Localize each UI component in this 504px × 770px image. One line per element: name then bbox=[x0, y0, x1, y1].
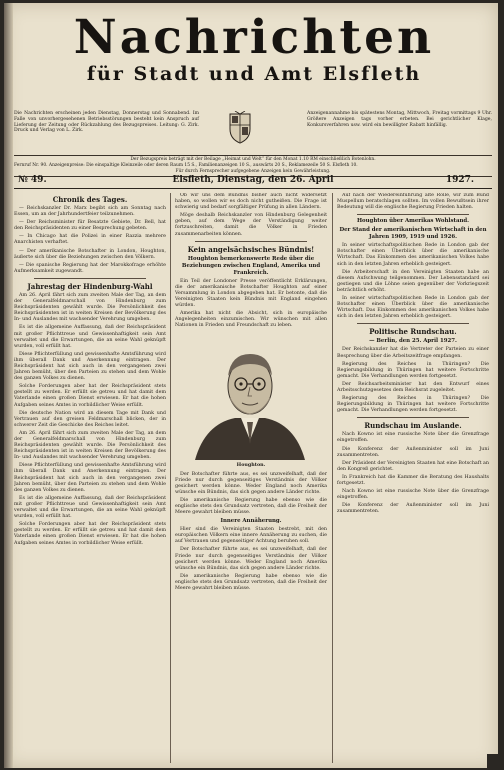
article-paragraph: Es ist die allgemeine Auffassung, daß der Reichspräsident mit großer Pflichttreue und Gewissenhaftigkeit sein Amt verwaltet und die Erwartungen, die an seine Wahl geknüpft wurden, voll erfüllt hat. bbox=[14, 325, 166, 349]
article-heading: Rundschau im Auslande. bbox=[364, 421, 462, 431]
news-item: — In Chicago hat die Polizei in einer Razzia mehrere Anarchisten verhaftet. bbox=[14, 234, 166, 246]
news-item: Nach Kowno ist eine russische Note über die Grenzfrage eingetroffen. bbox=[337, 432, 489, 444]
masthead-title: Nachrichten bbox=[73, 10, 435, 65]
article-paragraph: Der Reichskanzler hat die Vertreter der Parteien zu einer Besprechung über die Arbeitszeitfrage empfangen. bbox=[337, 347, 489, 359]
news-item: Der Präsident der Vereinigten Staaten hat eine Botschaft an den Kongreß gerichtet. bbox=[337, 460, 489, 472]
article-paragraph: Die amerikanische Regierung habe ebenso wie die englische stets den Grundsatz vertreten, daß die Freiheit der Meere gewahrt bleiben müsse. bbox=[175, 497, 327, 516]
section-divider bbox=[357, 417, 469, 418]
article-paragraph: Regierung des Reiches in Thüringen? Die Regierungsbildung in Thüringen hat weitere Fortschritte gemacht. Die Verhandlungen werden fortgesetzt. bbox=[337, 361, 489, 379]
phone-number-right: Elsfleth 10. bbox=[332, 163, 358, 168]
article-paragraph: Diese Pflichterfüllung und gewissenhafte Amtsführung wird ihm überall Dank und Anerkennung eintragen. Der Reichspräsident hat sich auch in den vergangenen zwei Jahren bemüht, über den Parteien zu stehen und dem Wohle des ganzen Volkes zu dienen. bbox=[14, 351, 166, 382]
publication-info: Die Nachrichten erscheinen jeden Dienstag, Donnerstag und Sonnabend. Im Falle von unvorhergesehenen Betriebsstörungen besteht kein Anspruch auf Lieferung der Zeitung oder Rückzahlung des Bezugspreises. Leitung: G. Zirk. Druck und Verlag von L. Zirk. bbox=[14, 111, 199, 134]
advert-prices: Anzeigenpreise: Die einspaltige Kleinzeile oder deren Raum 15 S., Familienanzeigen 10 S., auswärts 20 S., Reklamezeile 50 S. bbox=[48, 163, 331, 168]
section-divider bbox=[34, 278, 146, 279]
dateline bbox=[14, 171, 492, 189]
coat-of-arms-icon bbox=[227, 111, 253, 145]
news-item: — Die spanische Regierung hat der Marokkofrage erhöhte Aufmerksamkeit zugewandt. bbox=[14, 262, 166, 274]
news-item: In Frankreich hat die Kammer die Beratung des Haushalts fortgesetzt. bbox=[337, 474, 489, 486]
article-paragraph: Die deutsche Nation wird an diesem Tage mit Dank und Vertrauen auf den greisen Feldmarschall blicken, der in schwerer Zeit die Geschicke des Reiches leitet. bbox=[14, 410, 166, 428]
article-paragraph: Der Reichsarbeitsminister hat den Entwurf eines Arbeitsschutzgesetzes dem Reichsrat zugeleitet. bbox=[337, 381, 489, 393]
article-paragraph: Amerika hat nicht die Absicht, sich in europäische Angelegenheiten einzumischen. Wir wünschen mit allen Nationen in Frieden und Freundschaft zu leben. bbox=[175, 311, 327, 329]
portrait-caption: Houghton. bbox=[236, 462, 266, 469]
article-heading: Jahrestag der Hindenburg-Wahl bbox=[27, 281, 153, 291]
article-paragraph: Regierung des Reiches in Thüringen? Die Regierungsbildung in Thüringen hat weitere Fortschritte gemacht. Die Verhandlungen werden fortgesetzt. bbox=[337, 396, 489, 414]
issue-number: № 49. bbox=[18, 175, 47, 185]
news-item: Die Konferenz der Außenminister soll im Juni zusammentreten. bbox=[337, 503, 489, 515]
article-paragraph: Möge deshalb Reichskanzler von Hindenburg Gelegenheit geben, auf dem Wege der Verständigung weiter fortzuschreiten, damit die Völker in Frieden zusammenarbeiten können. bbox=[175, 213, 327, 237]
article-paragraph: In seiner wirtschaftspolitischen Rede in London gab der Botschafter einen Überblick über die amerikanische Wirtschaft. Das Einkommen des amerikanischen Volkes habe sich in den letzten Jahren erheblich gesteigert. bbox=[337, 243, 489, 267]
section-divider bbox=[195, 241, 307, 242]
article-heading: Houghton über Amerikas Wohlstand. bbox=[356, 218, 470, 225]
news-item: — Der amerikanische Botschafter in London, Houghton, äußerte sich über die Beziehungen zwischen den Völkern. bbox=[14, 248, 166, 260]
subscription-price: Der Bezugspreis beträgt mit der Beilage „Heimat und Welt“ für den Monat 1.10 RM einschließlich Botenlohn. bbox=[130, 157, 376, 162]
article-paragraph: Es ist die allgemeine Auffassung, daß der Reichspräsident mit großer Pflichttreue und Gewissenhaftigkeit sein Amt verwaltet und die Erwartungen, die an seine Wahl geknüpft wurden, voll erfüllt hat. bbox=[14, 495, 166, 520]
article-heading: Kein angelsächsisches Bündnis! bbox=[187, 244, 315, 254]
article-subheading: Innere Annäherung. bbox=[220, 518, 282, 525]
article-paragraph: In seiner wirtschaftspolitischen Rede in London gab der Botschafter einen Überblick über die amerikanische Wirtschaft. Das Einkommen des amerikanischen Volkes habe sich in den letzten Jahren erheblich gesteigert. bbox=[337, 296, 489, 320]
newspaper-page bbox=[4, 3, 498, 768]
news-item: Die Konferenz der Außenminister soll im Juni zusammentreten. bbox=[337, 446, 489, 458]
news-item: Nach Kowno ist eine russische Note über die Grenzfrage eingetroffen. bbox=[337, 489, 489, 501]
article-paragraph: Der Botschafter führte aus, es sei unzweifelhaft, daß der Friede nur durch gegenseitiges Verständnis der Völker gesichert werden könne. Weder England noch Amerika wünsche ein Bündnis, das sich gegen andere Länder richte. bbox=[175, 547, 327, 571]
page-corner bbox=[487, 754, 504, 770]
page-binding-edge bbox=[4, 3, 13, 768]
article-paragraph: Ein Teil der Londoner Presse veröffentlicht Erklärungen, die der amerikanische Botschafter Houghton auf einer Versammlung in London abgegeben hat. Er betonte, daß die Vereinigten Staaten kein Bündnis mit England eingehen würden. bbox=[175, 278, 327, 309]
article-heading: Politische Rundschau. bbox=[369, 327, 457, 337]
masthead-subtitle: für Stadt und Amt Elsfleth bbox=[86, 63, 422, 85]
article-paragraph: Die amerikanische Regierung habe ebenso wie die englische stets den Grundsatz vertreten, daß die Freiheit der Meere gewahrt bleiben müsse. bbox=[175, 573, 327, 591]
article-paragraph: Hier sind die Vereinigten Staaten bestrebt, mit den europäischen Völkern eine innere Annäherung zu suchen, die auf Vertrauen und gegenseitiger Achtung beruhen soll. bbox=[175, 527, 327, 545]
article-subheading: Der Stand der amerikanischen Wirtschaft in den Jahren 1909, 1919 und 1926. bbox=[339, 227, 487, 241]
issue-year: 1927. bbox=[445, 175, 474, 185]
column-middle bbox=[175, 193, 327, 763]
article-paragraph: Solche Forderungen aber hat der Reichspräsident stets gestellt zu werden. Er erfüllt sie getreu und hat damit dem Vaterlande einen großen Dienst erwiesen. Er hat die hohen Aufgaben seines Amtes in vorbildlicher Weise erfüllt. bbox=[14, 522, 166, 546]
article-subheading: — Berlin, den 25. April 1927. bbox=[369, 338, 457, 345]
section-divider bbox=[357, 323, 469, 324]
column-rule bbox=[332, 193, 333, 763]
info-bar bbox=[14, 111, 492, 151]
column-left bbox=[14, 193, 166, 763]
issue-date: Elsfleth, Dienstag, den 26. April bbox=[172, 175, 334, 185]
portrait-image bbox=[175, 332, 325, 460]
advert-disclaimer: Für durch Fernsprecher aufgegebene Anzeigen kein Gewährleistung. bbox=[175, 169, 331, 174]
news-item: — Der Reichsminister für Besatzte Gebiete, Dr. Bell, hat den Reichspräsidenten zu einer Besprechung gebeten. bbox=[14, 220, 166, 232]
phone-number: Fernruf Nr. 90. bbox=[14, 163, 48, 168]
advertising-info: Anzeigenannahme bis spätestens Montag, Mittwoch, Freitag vormittags 9 Uhr. Größere Anzeigen tags vorher erbeten. Bei gerichtlicher Klage, Konkursverfahren usw. wird ein bewilligter Rabatt hinfällig. bbox=[307, 111, 492, 128]
news-item: — Reichskanzler Dr. Marx begibt sich am Sonntag nach Essen, um an der Jahrhundertfeier teilzunehmen. bbox=[14, 206, 166, 218]
article-paragraph: Am 26. April fährt sich zum zweiten Male der Tag, an dem der Generalfeldmarschall von Hindenburg zum Reichspräsidenten gewählt wurde. Die Persönlichkeit des Reichspräsidenten ist in weiten Kreisen der Bevölkerung des In- und Auslandes mit wachsender Verehrung umgeben. bbox=[14, 430, 166, 461]
article-paragraph: Solche Forderungen aber hat der Reichspräsident stets gestellt zu werden. Er erfüllt sie getreu und hat damit dem Vaterlande einen großen Dienst erwiesen. Er hat die hohen Aufgaben seines Amtes in vorbildlicher Weise erfüllt. bbox=[14, 384, 166, 408]
column-right bbox=[337, 193, 489, 763]
section-divider bbox=[357, 214, 469, 215]
article-heading: Chronik des Tages. bbox=[52, 195, 128, 204]
column-rule bbox=[170, 193, 171, 763]
article-paragraph: Auf nach der Wiedereinführung alte Rolle, wir zum Bund Muspellum beratschlagen sollten. Im vollen Bewußtsein ihrer Bedeutung will die englische Regierung Frieden halten. bbox=[337, 193, 489, 211]
article-paragraph: Am 26. April fährt sich zum zweiten Male der Tag, an dem der Generalfeldmarschall von Hindenburg zum Reichspräsidenten gewählt wurde. Die Persönlichkeit des Reichspräsidenten ist in weiten Kreisen der Bevölkerung des In- und Auslandes mit wachsender Verehrung umgeben. bbox=[14, 292, 166, 323]
article-subheading: Houghton bemerkenswerte Rede über die Beziehungen zwischen England, Amerika und Frankreich. bbox=[181, 255, 321, 276]
masthead bbox=[14, 10, 494, 85]
article-paragraph: Diese Pflichterfüllung und gewissenhafte Amtsführung wird ihm überall Dank und Anerkennung eintragen. Der Reichspräsident hat sich auch in den vergangenen zwei Jahren bemüht, über den Parteien zu stehen und dem Wohle des ganzen Volkes zu dienen. bbox=[14, 463, 166, 493]
article-paragraph: Der Botschafter führte aus, es sei unzweifelhaft, daß der Friede nur durch gegenseitiges Verständnis der Völker gesichert werden könne. Weder England noch Amerika wünsche ein Bündnis, das sich gegen andere Länder richte. bbox=[175, 471, 327, 495]
article-paragraph: Ob wir uns dem Bündnis bisher auch nicht widersetzt haben, so wollen wir es doch nicht gutheißen. Die Frage ist schwierig und bedarf sorgfältiger Prüfung in allen Ländern. bbox=[175, 193, 327, 211]
article-paragraph: Die Arbeiterschaft in den Vereinigten Staaten habe an diesem Aufschwung teilgenommen. Der Lebensstandard sei gestiegen und die Löhne seien gegenüber der Vorkriegszeit beträchtlich erhöht. bbox=[337, 269, 489, 293]
